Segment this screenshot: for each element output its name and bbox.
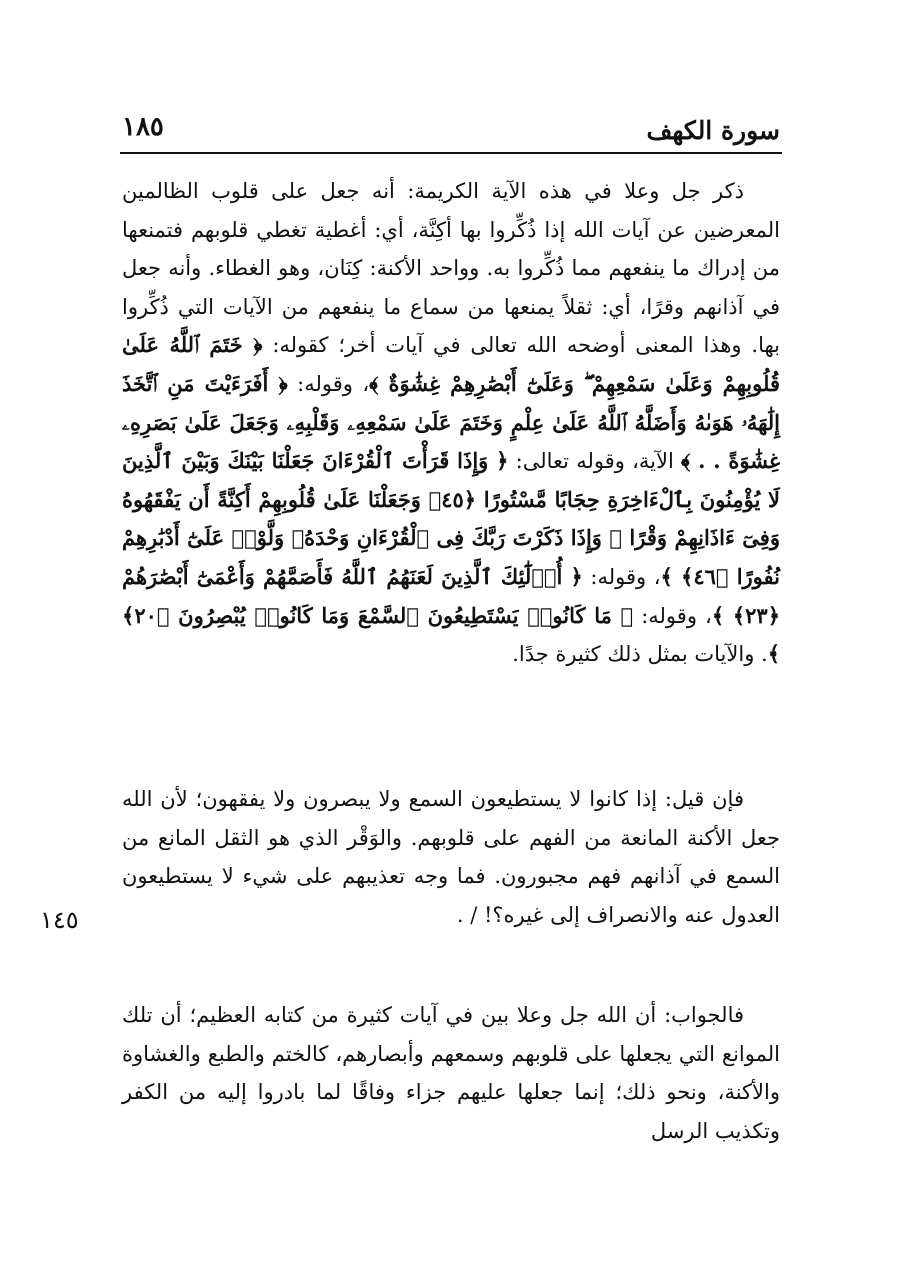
quran-verse-2: ﴿ أَفَرَءَيْتَ مَنِ ٱتَّخَذَ إِلَٰهَهُۥ هَوَىٰهُ وَأَضَلَّهُ ٱللَّهُ عَلَىٰ عِلْمٍ وَخَتَمَ عَلَىٰ سَمْعِهِۦ وَقَلْبِهِۦ وَجَعَلَ عَلَىٰ بَصَرِهِۦ غِشَٰوَةً . . ﴾ xyxy=(122,370,780,474)
paragraph-3-text: فالجواب: أن الله جل وعلا بين في آيات كثيرة من كتابه العظيم؛ أن تلك الموانع التي يجعلها على قلوبهم وسمعهم وأبصارهم، كالختم والطبع والغشاوة والأكنة، ونحو ذلك؛ إنما جعلها عليهم جزاء وفاقًا لما بادروا إليه من الكفر وتكذيب الرسل xyxy=(122,1003,780,1143)
surah-title: سورة الكهف xyxy=(646,116,780,145)
quran-verse-3: ﴿ وَإِذَا قَرَأْتَ ٱلْقُرْءَانَ جَعَلْنَا بَيْنَكَ وَبَيْنَ ٱلَّذِينَ لَا يُؤْمِنُونَ بِٱلْءَاخِرَةِ حِجَابًا مَّسْتُورًا ﴿٤٥﴾ وَجَعَلْنَا عَلَىٰ قُلُوبِهِمْ أَكِنَّةً أَن يَفْقَهُوهُ وَفِىٓ ءَاذَانِهِمْ وَقْرًا ۚ وَإِذَا ذَكَرْتَ رَبَّكَ فِى ٱلْقُرْءَانِ وَحْدَهُۥ وَلَّوْا۟ عَلَىٰٓ أَدْبَٰرِهِمْ نُفُورًا ﴿٤٦﴾ ﴾ xyxy=(122,448,780,589)
p1-sep-2: الآية، وقوله تعالى: xyxy=(515,449,674,474)
quran-verse-4: ﴿ أُو۟لَٰٓئِكَ ٱلَّذِينَ لَعَنَهُمُ ٱللَّهُ فَأَصَمَّهُمْ وَأَعْمَىٰٓ أَبْصَٰرَهُمْ ﴿٢٣﴾ ﴾ xyxy=(122,563,780,628)
p1-sep-4: ، وقوله: xyxy=(641,603,712,628)
header-divider xyxy=(120,152,782,154)
paragraph-2 xyxy=(122,780,780,934)
p1-outro: . والآيات بمثل ذلك كثيرة جدًا. xyxy=(512,642,768,667)
quran-verse-1: ﴿ خَتَمَ ٱللَّهُ عَلَىٰ قُلُوبِهِمْ وَعَلَىٰ سَمْعِهِمْ ۖ وَعَلَىٰٓ أَبْصَٰرِهِمْ غِشَٰوَةٌ ﴾ xyxy=(122,332,780,396)
paragraph-1 xyxy=(122,172,780,674)
p1-sep-1: ، وقوله: xyxy=(297,371,370,396)
paragraph-2-text: فإن قيل: إذا كانوا لا يستطيعون السمع ولا يبصرون ولا يفقهون؛ لأن الله جعل الأكنة المانعة من الفهم على قلوبهم. والوَقْر الذي هو الثقل المانع من السمع في آذانهم فهم مجبورون. فما وجه تعذيبهم على شيء لا يستطيعون العدول عنه والانصراف إلى غيره؟! / . xyxy=(122,787,780,927)
paragraph-1-text xyxy=(122,172,780,674)
page-header xyxy=(122,108,780,152)
margin-page-number: ١٤٥ xyxy=(40,906,79,934)
quran-verse-5: ﴿ مَا كَانُوا۟ يَسْتَطِيعُونَ ٱلسَّمْعَ وَمَا كَانُوا۟ يُبْصِرُونَ ﴿٢٠﴾ ﴾ xyxy=(122,602,780,667)
paragraph-3 xyxy=(122,996,780,1150)
p1-sep-3: ، وقوله: xyxy=(590,564,661,589)
p1-intro: ذكر جل وعلا في هذه الآية الكريمة: أنه جعل على قلوب الظالمين المعرضين عن آيات الله إذا ذُكِّروا بها أكِنَّة، أي: أغطية تغطي قلوبهم فتمنعها من إدراك ما ينفعهم مما ذُكِّروا به. وواحد الأكنة: كِنَان، وهو الغطاء. وأنه جعل في آذانهم وقرًا، أي: ثقلاً يمنعها من سماع ما ينفعهم من الآيات التي ذُكِّروا بها. وهذا المعنى أوضحه الله تعالى في آيات أخر؛ كقوله: xyxy=(122,179,780,358)
page-number: ١٨٥ xyxy=(122,112,164,142)
